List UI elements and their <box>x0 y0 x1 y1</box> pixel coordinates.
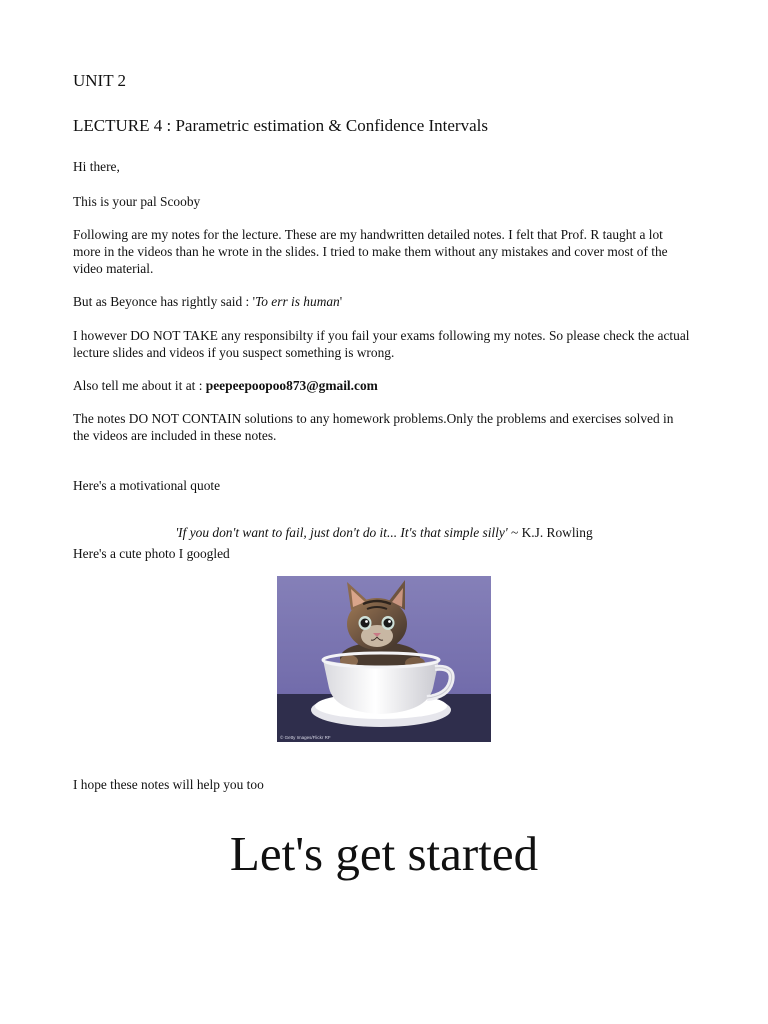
notes-paragraph: Following are my notes for the lecture. These are my handwritten detailed notes. I felt that Prof. R taught a lot more in the videos than he wrote in the slides. I tried to make them without any mistakes and cover most of the video material. <box>73 227 668 276</box>
disclaimer-paragraph: I however DO NOT TAKE any responsibilty if you fail your exams following my notes. So please check the actual lecture slides and videos if you suspect something is wrong. <box>73 328 690 360</box>
motivational-intro: Here's a motivational quote <box>73 478 221 493</box>
email-address: peepeepoopoo873@gmail.com <box>205 378 378 393</box>
contact-prefix: Also tell me about it at : <box>73 378 206 393</box>
lets-get-started-heading: Let's get started <box>229 826 539 881</box>
beyonce-line <box>73 293 342 310</box>
quote-text: 'If you don't want to fail, just don't do it... It's that simple silly' <box>175 525 508 541</box>
contact-line <box>73 377 378 394</box>
intro-line: This is your pal Scooby <box>73 194 201 209</box>
unit-heading: UNIT 2 <box>73 71 127 90</box>
photo-credit: © Getty Images/Flickr RF <box>280 735 331 740</box>
lecture-title: LECTURE 4 : Parametric estimation & Confidence Intervals <box>73 116 488 135</box>
beyonce-quote: To err is human <box>255 294 340 309</box>
motivational-quote <box>0 524 768 541</box>
photo-intro: Here's a cute photo I googled <box>73 546 230 561</box>
beyonce-prefix: But as Beyonce has rightly said : ' <box>73 294 256 309</box>
beyonce-suffix: ' <box>339 294 343 309</box>
kitten-in-teacup-photo <box>277 576 491 742</box>
greeting: Hi there, <box>73 159 120 174</box>
quote-author: ~ K.J. Rowling <box>507 525 593 541</box>
no-solutions-paragraph: The notes DO NOT CONTAIN solutions to any homework problems.Only the problems and exercises solved in the videos are included in these notes. <box>73 411 674 443</box>
hope-line: I hope these notes will help you too <box>73 777 264 792</box>
